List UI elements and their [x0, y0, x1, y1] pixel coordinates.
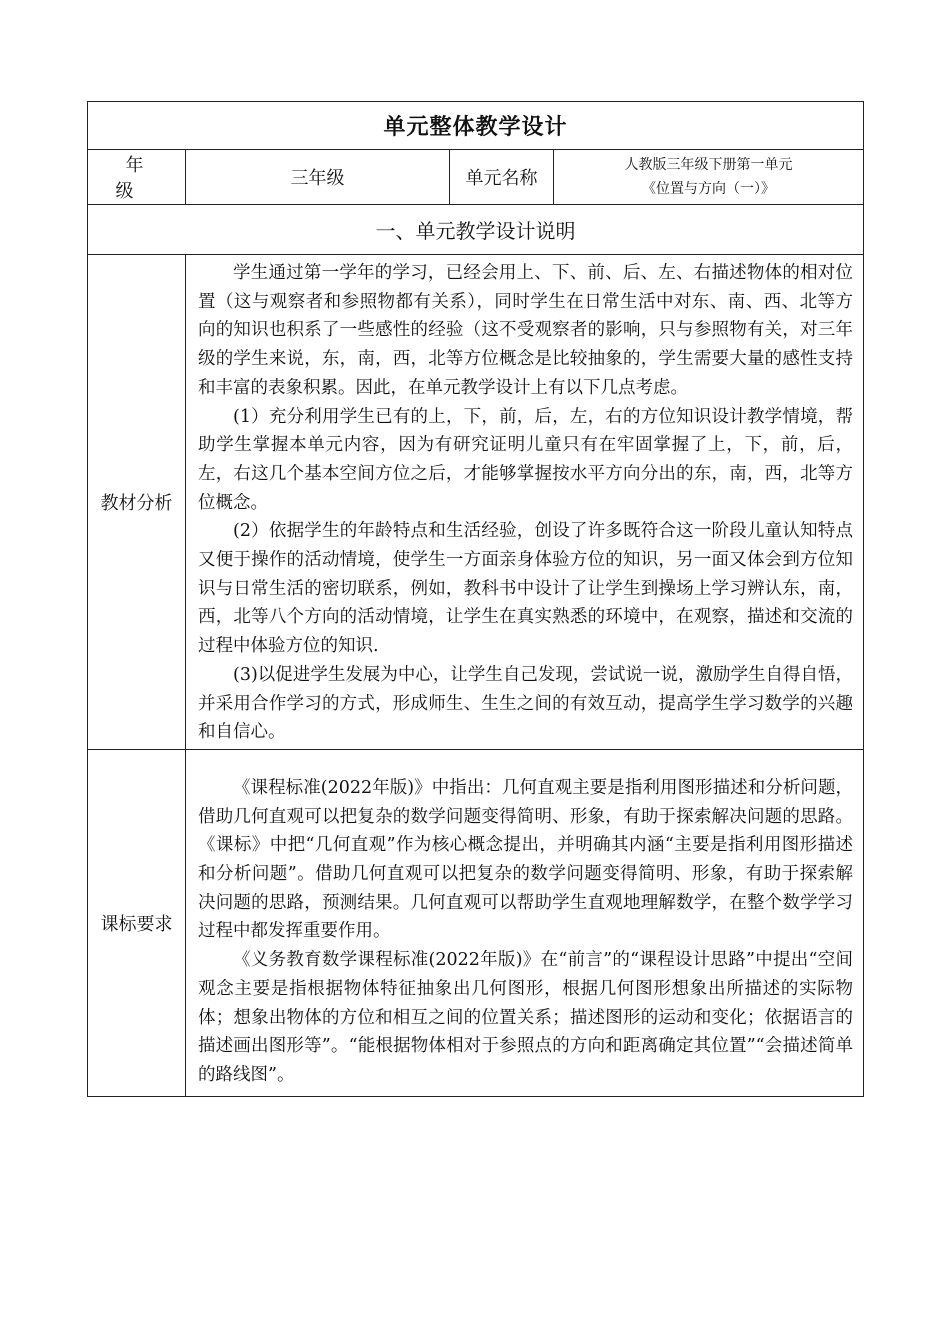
material-paragraph: 学生通过第一学年的学习，已经会用上、下、前、后、左、右描述物体的相对位置（这与观察者和参照物都有关系），同时学生在日常生活中对东、南、西、北等方向的知识也积系了一些感性的经验（这不受观察者的影响，只与参照物有关，对三年级的学生来说，东，南，西，北等方位概念是比较抽象的，学生需要大量的感性支持和丰富的表象积累。因此，在单元教学设计上有以下几点考虑。 [198, 263, 854, 398]
section-title: 一、单元教学设计说明 [88, 205, 864, 255]
unit-name-line1: 人教版三年级下册第一单元 [624, 157, 793, 173]
grade-label-cell [88, 150, 186, 205]
curriculum-paragraph: 《义务教育数学课程标准(2022年版)》在“前言”的“课程设计思路”中提出“空间观念主要是指根据物体特征抽象出几何图形，根据几何图形想象出所描述的实际物体；想象出物体的方位和相互之间的位置关系；描述图形的运动和变化；依据语言的描述画出图形等”。“能根据物体相对于参照点的方向和距离确定其位置”“会描述简单的路线图”。 [198, 950, 854, 1085]
material-analysis-content [186, 255, 864, 750]
unit-name-value [554, 150, 864, 205]
teaching-design-table [87, 101, 864, 1097]
material-analysis-label: 教材分析 [88, 255, 186, 750]
grade-label: 年级 [115, 155, 168, 202]
document-title: 单元整体教学设计 [88, 102, 864, 150]
curriculum-requirements-row [88, 749, 864, 1096]
curriculum-requirements-content [186, 749, 864, 1096]
material-analysis-row [88, 255, 864, 750]
curriculum-paragraph: 《课程标准(2022年版)》中指出：几何直观主要是指利用图形描述和分析问题，借助几何直观可以把复杂的数学问题变得简明、形象，有助于探索解决问题的思路。《课标》中把“几何直观”作为核心概念提出，并明确其内涵“主要是指利用图形描述和分析问题”。借助几何直观可以把复杂的数学问题变得简明、形象，有助于探索解决问题的思路，预测结果。几何直观可以帮助学生直观地理解数学，在整个数学学习过程中都发挥重要作用。 [198, 777, 854, 942]
unit-name-label: 单元名称 [450, 150, 554, 205]
material-paragraph: (3)以促进学生发展为中心，让学生自己发现，尝试说一说，激励学生自得自悟，并采用合作学习的方式，形成师生、生生之间的有效互动，提高学生学习数学的兴趣和自信心。 [198, 664, 854, 743]
curriculum-requirements-label: 课标要求 [88, 749, 186, 1096]
material-paragraph: (1）充分利用学生已有的上，下，前，后，左，右的方位知识设计教学情境，帮助学生掌握本单元内容，因为有研究证明儿童只有在牢固掌握了上，下，前，后，左，右这几个基本空间方位之后，才能够掌握按水平方向分出的东，南，西，北等方位概念。 [198, 406, 854, 513]
grade-value: 三年级 [186, 150, 450, 205]
title-row [88, 102, 864, 150]
material-paragraph: (2）依据学生的年龄特点和生活经验，创设了许多既符合这一阶段儿童认知特点又便于操作的活动情境，使学生一方面亲身体验方位的知识，另一面又体会到方位知识与日常生活的密切联系，例如，教科书中设计了让学生到操场上学习辨认东，南，西，北等八个方向的活动情境，让学生在真实熟悉的环境中，在观察，描述和交流的过程中体验方位的知识. [198, 521, 854, 657]
grade-unit-row [88, 150, 864, 205]
section-header-row [88, 205, 864, 255]
unit-name-line2: 《位置与方向（一）》 [642, 181, 775, 197]
